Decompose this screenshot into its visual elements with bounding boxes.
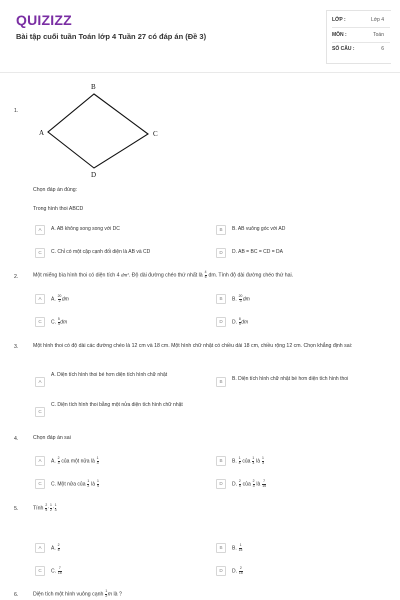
option-letter: B [216, 294, 226, 304]
denominator: 15 [262, 483, 266, 488]
vertex-label-b: B [91, 83, 96, 91]
option-text: C. Diện tích hình thoi bằng một nửa diện tích hình chữ nhật [51, 402, 183, 408]
numerator: 2 [252, 479, 255, 483]
meta-divider [332, 42, 390, 43]
option-letter: C [35, 479, 45, 489]
option-prefix: B. [232, 545, 237, 552]
option-prefix: A. [51, 545, 56, 552]
denominator: 3 [57, 460, 60, 465]
option-text [51, 457, 99, 465]
option-prefix: C. Một nửa của [51, 481, 86, 488]
header-divider [0, 72, 400, 73]
numerator: 1 [252, 456, 255, 460]
option-prefix: D. [232, 319, 237, 326]
option-text-part: của một nửa là [61, 458, 95, 465]
denominator: 2 [87, 483, 90, 488]
option-letter: B [216, 377, 226, 387]
option-prefix: C. [51, 319, 56, 326]
denominator: 3 [252, 460, 255, 465]
question-text: Một hình thoi có độ dài các đường chéo là 12 cm và 18 cm. Một hình chữ nhật có chiều dài 18 cm, chiều rộng 12 cm. Chọn khẳng định sai: [33, 343, 353, 349]
numerator: 2 [57, 543, 60, 547]
fraction [45, 504, 47, 512]
question-prompt: Trong hình thoi ABCD [33, 206, 84, 212]
header [0, 0, 400, 70]
option-letter: C [35, 248, 45, 258]
option-prefix: B. [232, 458, 237, 465]
area-unit: dm² [120, 272, 129, 279]
option-text-part: của [242, 458, 251, 465]
option-letter: D [216, 248, 226, 258]
option-letter: D [216, 317, 226, 327]
numerator: 1 [105, 589, 108, 593]
numerator: 7 [263, 479, 266, 483]
question-number: 5. [14, 506, 19, 512]
unit: m [107, 591, 113, 598]
meta-value: Lớp 4 [370, 17, 384, 23]
numerator: 2 [45, 503, 48, 507]
unit: dm [241, 319, 249, 326]
numerator: 4 [204, 270, 207, 274]
option-letter: D [216, 566, 226, 576]
numerator: 8 [238, 317, 241, 321]
denominator: 5 [204, 274, 207, 279]
denominator: 4 [96, 483, 99, 488]
option-text-part: là [91, 481, 96, 488]
numerator: 20 [57, 294, 62, 298]
numerator: 20 [238, 294, 243, 298]
numerator: 1 [49, 503, 52, 507]
vertex-label-c: C [153, 130, 158, 138]
question-text: Chọn đáp án sai [33, 435, 71, 441]
option-letter: D [216, 479, 226, 489]
denominator: 5 [238, 483, 241, 488]
fraction [50, 504, 52, 512]
option-text: B. AB vuông góc với AD [232, 226, 286, 232]
numerator: 7 [58, 566, 61, 570]
meta-value: 6 [381, 46, 384, 52]
question-number: 2. [14, 274, 19, 280]
unit: dm [61, 296, 69, 303]
fraction [58, 295, 62, 303]
fraction [58, 457, 60, 465]
option-text: A. AB không song song với DC [51, 226, 120, 232]
denominator: 15 [238, 547, 243, 552]
fraction [252, 457, 254, 465]
denominator: 4 [57, 321, 60, 326]
fraction [58, 544, 60, 552]
option-text-part: là [256, 458, 261, 465]
option-letter: A [35, 456, 45, 466]
unit: dm [60, 319, 68, 326]
question-text [33, 271, 393, 279]
option-letter: C [35, 566, 45, 576]
option-letter: C [35, 407, 45, 417]
worksheet-title: Bài tập cuối tuần Toán lớp 4 Tuần 27 có đáp án (Đề 3) [16, 32, 207, 41]
meta-label: MÔN : [332, 32, 347, 38]
option-letter: A [35, 543, 45, 553]
option-text: A. Diện tích hình thoi bé hơn diện tích hình chữ nhật [51, 372, 168, 378]
fraction [262, 457, 264, 465]
meta-row-class [332, 17, 390, 25]
rhombus-figure [36, 80, 166, 180]
numerator: 1 [87, 479, 90, 483]
option-prefix: A. [51, 458, 56, 465]
denominator: 2 [105, 593, 108, 598]
option-prefix: D. [232, 481, 237, 488]
option-text [232, 318, 248, 326]
denominator: 3 [252, 483, 255, 488]
option-text [51, 480, 99, 488]
fraction [239, 567, 243, 575]
fraction [87, 480, 89, 488]
option-prefix: B. [232, 296, 237, 303]
denominator: 5 [238, 321, 241, 326]
numerator: 1 [96, 479, 99, 483]
question-number: 1. [14, 108, 19, 114]
option-text [51, 295, 69, 303]
denominator: 3 [239, 298, 242, 303]
fraction [239, 295, 243, 303]
numerator: 1 [261, 456, 264, 460]
question-number: 6. [14, 592, 19, 598]
question-text-part: Tính [33, 505, 44, 512]
option-text [232, 295, 250, 303]
option-text-part: là [256, 481, 261, 488]
option-text [232, 457, 264, 465]
unit: dm [242, 296, 250, 303]
option-text [232, 480, 266, 488]
fraction [239, 544, 243, 552]
vertex-label-d: D [91, 171, 97, 179]
option-prefix: D. [232, 568, 237, 575]
denominator: 2 [49, 507, 52, 512]
question-number: 4. [14, 436, 19, 442]
question-number: 3. [14, 344, 19, 350]
question-text-part: Diện tích một hình vuông cạnh [33, 591, 105, 598]
option-text [232, 567, 243, 575]
rhombus-shape [48, 94, 148, 168]
fraction [58, 567, 62, 575]
meta-label: LỚP : [332, 17, 346, 23]
question-text-part: . Độ dài đường chéo thứ nhất là [128, 272, 205, 279]
numerator: 1 [54, 503, 57, 507]
option-text [51, 318, 67, 326]
option-text: D. AB = BC = CD = DA [232, 249, 283, 255]
option-text [51, 567, 62, 575]
option-prefix: A. [51, 296, 56, 303]
fraction [262, 480, 266, 488]
fraction [97, 457, 99, 465]
vertex-label-a: A [39, 129, 45, 137]
denominator: 3 [261, 460, 264, 465]
denominator: 2 [58, 298, 61, 303]
option-letter: A [35, 294, 45, 304]
numerator: 2 [239, 566, 242, 570]
fraction [239, 480, 241, 488]
denominator: 4 [238, 460, 241, 465]
numerator: 5 [57, 317, 60, 321]
option-letter: A [35, 377, 45, 387]
fraction [97, 480, 99, 488]
numerator: 1 [238, 456, 241, 460]
denominator: 5 [57, 547, 60, 552]
numerator: 1 [239, 543, 242, 547]
meta-value: Toán [373, 32, 384, 38]
option-letter: B [216, 225, 226, 235]
option-letter: B [216, 543, 226, 553]
numerator: 1 [96, 456, 99, 460]
option-prefix: C. [51, 568, 56, 575]
numerator: 2 [238, 479, 241, 483]
question-text-part: Một miếng bìa hình thoi có diện tích 4 [33, 272, 121, 279]
option-text [232, 544, 243, 552]
meta-divider [332, 27, 390, 28]
option-text-part: của [242, 481, 251, 488]
fraction [253, 480, 255, 488]
fraction [239, 457, 241, 465]
meta-label: SỐ CÂU : [332, 46, 355, 52]
denominator: 5 [45, 507, 48, 512]
fraction [55, 504, 57, 512]
option-letter: A [35, 225, 45, 235]
question-text [33, 590, 122, 598]
question-instruction: Chọn đáp án đúng: [33, 187, 78, 193]
question-text-part: dm. Tính độ dài đường chéo thứ hai. [207, 272, 294, 279]
denominator: 3 [54, 507, 57, 512]
question-text-part: là ? [112, 591, 122, 598]
quizizz-logo: QUIZIZZ [16, 12, 72, 28]
denominator: 3 [96, 460, 99, 465]
option-text: B. Diện tích hình chữ nhật bé hơn diện tích hình thoi [232, 376, 349, 382]
option-letter: C [35, 317, 45, 327]
meta-row-count [332, 46, 390, 54]
denominator: 15 [57, 570, 62, 575]
option-letter: B [216, 456, 226, 466]
denominator: 15 [238, 570, 243, 575]
option-text: C. Chỉ có một cặp cạnh đối diện là AB và CD [51, 249, 151, 255]
meta-row-subject [332, 32, 390, 40]
numerator: 2 [57, 456, 60, 460]
question-text: Tính $\frac{2}{5}$ · $\frac{1}{2}$ · $\frac{1}{3}$ [33, 503, 57, 512]
option-text [51, 544, 60, 552]
